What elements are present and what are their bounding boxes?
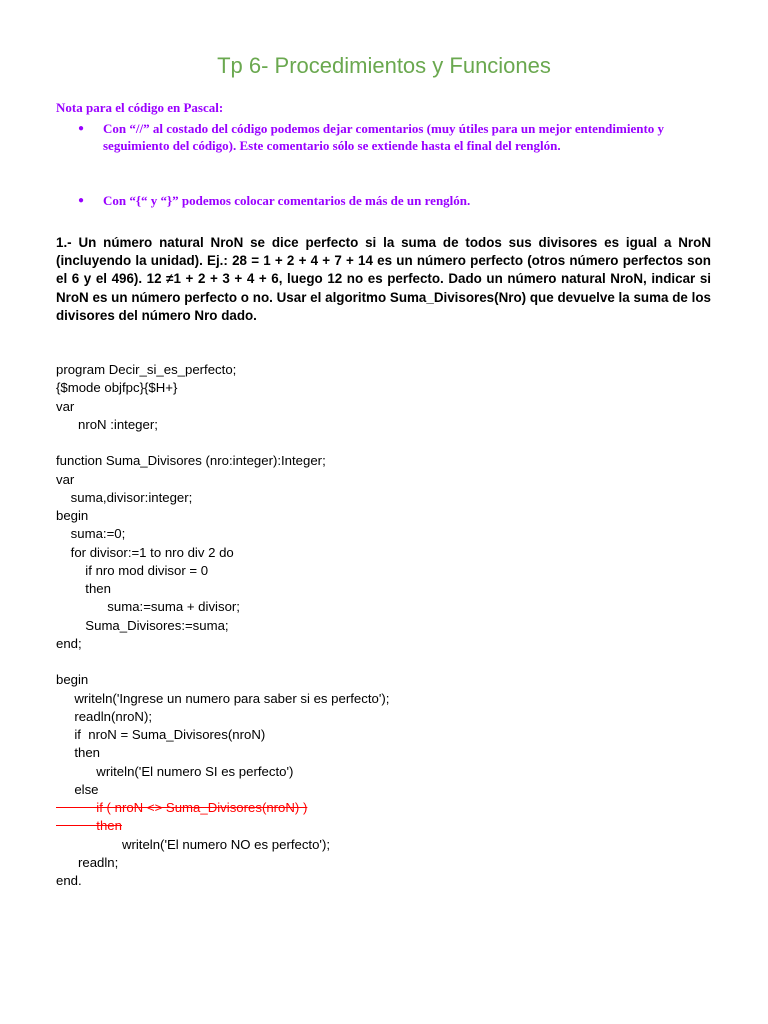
code-line: writeln('El numero SI es perfecto'): [56, 763, 294, 779]
code-line: readln(nroN);: [56, 708, 153, 724]
code-line: {$mode objfpc}{$H+}: [56, 380, 178, 396]
code-line: if nro mod divisor = 0: [56, 562, 209, 578]
code-line: Suma_Divisores:=suma;: [56, 617, 229, 633]
code-line: suma,divisor:integer;: [56, 489, 193, 505]
code-line: suma:=suma + divisor;: [56, 599, 240, 615]
struck-code-text: then: [56, 818, 122, 834]
note-bullet: [80, 121, 676, 154]
page-title: Tp 6- Procedimientos y Funciones: [217, 53, 551, 78]
code-line: writeln('El numero NO es perfecto');: [56, 836, 330, 852]
code-line: if nroN = Suma_Divisores(nroN): [56, 727, 266, 742]
code-line: [56, 653, 389, 671]
code-line: end.: [56, 873, 82, 888]
code-line: begin: [56, 672, 89, 688]
code-line: else: [56, 781, 99, 797]
code-line: [56, 799, 389, 817]
code-line: then: [56, 745, 100, 761]
code-line: end;: [56, 635, 82, 651]
bullet-dot-icon: ●: [78, 195, 85, 206]
code-line: for divisor:=1 to nro div 2 do: [56, 544, 234, 560]
code-line: nroN :integer;: [56, 416, 158, 432]
code-line: function Suma_Divisores (nro:integer):Integer;: [56, 453, 326, 469]
exercise-statement: 1.- Un número natural NroN se dice perfecto si la suma de todos sus divisores es igual a NroN (incluyendo la unidad). Ej.: 28 = 1 + 2 + 4 + 7 + 14 es un número perfecto (otros número perfectos son el 6 y el 496). 12 ≠1 + 2 + 3 + 4 + 6, luego 12 no es perfecto. Dado un número natural NroN, indicar si NroN es un número perfecto o no. Usar el algoritmo Suma_Divisores(Nro) que devuelve la suma de los divisores del número Nro dado.: [56, 235, 711, 323]
code-line: suma:=0;: [56, 526, 126, 542]
code-line: program Decir_si_es_perfecto;: [56, 362, 237, 377]
code-line: [56, 817, 389, 835]
note-bullet: [80, 193, 676, 210]
code-line: [56, 434, 389, 452]
code-block: [56, 361, 389, 890]
code-line: writeln('Ingrese un numero para saber si es perfecto');: [56, 690, 390, 706]
note-bullet-text: Con “{“ y “}” podemos colocar comentarios de más de un renglón.: [103, 193, 471, 208]
note-bullet-text: Con “//” al costado del código podemos dejar comentarios (muy útiles para un mejor entendimiento y seguimiento del código). Este comentario sólo se extiende hasta el final del renglón.: [103, 121, 665, 153]
code-line: then: [56, 581, 111, 596]
code-line: var: [56, 471, 75, 487]
code-line: readln;: [56, 854, 119, 870]
note-heading: Nota para el código en Pascal:: [56, 100, 224, 115]
code-line: var: [56, 398, 75, 414]
struck-code-text: if ( nroN <> Suma_Divisores(nroN) ): [56, 800, 308, 815]
bullet-dot-icon: ●: [78, 123, 85, 134]
code-line: begin: [56, 508, 89, 523]
